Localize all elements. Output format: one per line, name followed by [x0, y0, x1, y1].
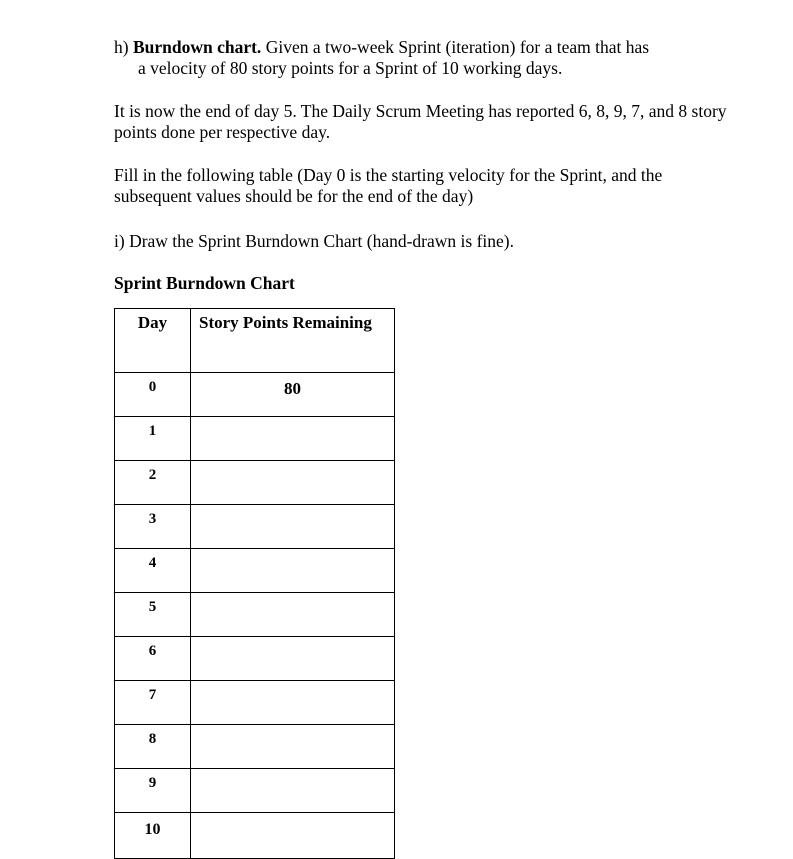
- remaining-cell[interactable]: [191, 637, 395, 681]
- table-row: [115, 637, 395, 681]
- question-i: i) Draw the Sprint Burndown Chart (hand-drawn is fine).: [114, 231, 514, 251]
- question-h-label: h): [114, 37, 129, 57]
- table-row: [115, 505, 395, 549]
- remaining-cell[interactable]: 80: [191, 373, 395, 417]
- day-cell: 2: [115, 461, 191, 505]
- day-cell: 3: [115, 505, 191, 549]
- day-cell: 0: [115, 373, 191, 417]
- table-row: [115, 461, 395, 505]
- day-cell: 4: [115, 549, 191, 593]
- day-cell: 8: [115, 725, 191, 769]
- header-story-points-remaining: Story Points Remaining: [191, 309, 395, 373]
- table-row: [115, 769, 395, 813]
- table-header-row: [115, 309, 395, 373]
- day-cell: 5: [115, 593, 191, 637]
- instructions-paragraph: Fill in the following table (Day 0 is the starting velocity for the Sprint, and the subsequent values should be for the end of the day): [114, 165, 663, 206]
- remaining-cell[interactable]: [191, 417, 395, 461]
- table-row: [115, 813, 395, 859]
- status-paragraph: It is now the end of day 5. The Daily Scrum Meeting has reported 6, 8, 9, 7, and 8 story points done per respective day.: [114, 101, 727, 142]
- remaining-cell[interactable]: [191, 725, 395, 769]
- day-cell: 10: [115, 813, 191, 859]
- table-row: [115, 549, 395, 593]
- remaining-cell[interactable]: [191, 813, 395, 859]
- table-row: [115, 373, 395, 417]
- header-day: Day: [115, 309, 191, 373]
- question-h: [114, 37, 649, 79]
- table-row: [115, 593, 395, 637]
- question-h-line1: Given a two-week Sprint (iteration) for a team that has: [261, 37, 650, 57]
- table-row: [115, 417, 395, 461]
- table-row: [115, 725, 395, 769]
- remaining-cell[interactable]: [191, 549, 395, 593]
- day-cell: 9: [115, 769, 191, 813]
- remaining-cell[interactable]: [191, 769, 395, 813]
- day-cell: 6: [115, 637, 191, 681]
- remaining-cell[interactable]: [191, 593, 395, 637]
- question-h-title: Burndown chart.: [132, 37, 262, 57]
- remaining-cell[interactable]: [191, 461, 395, 505]
- remaining-cell[interactable]: [191, 505, 395, 549]
- burndown-table: [114, 308, 395, 859]
- table-heading: Sprint Burndown Chart: [114, 273, 295, 293]
- question-h-line2: a velocity of 80 story points for a Sprint of 10 working days.: [138, 58, 563, 78]
- table-row: [115, 681, 395, 725]
- remaining-cell[interactable]: [191, 681, 395, 725]
- day-cell: 1: [115, 417, 191, 461]
- day-cell: 7: [115, 681, 191, 725]
